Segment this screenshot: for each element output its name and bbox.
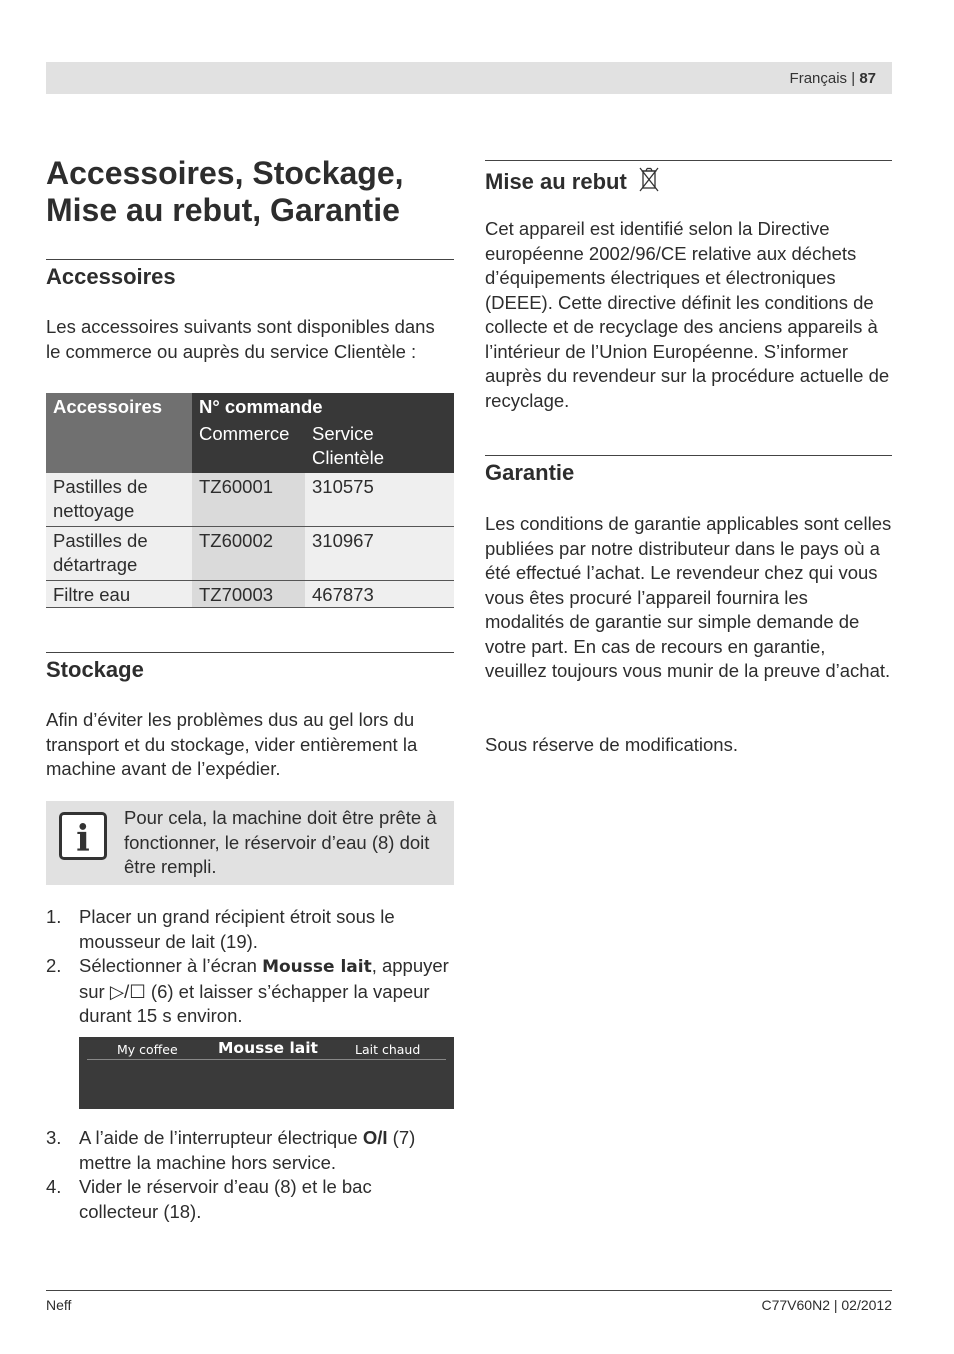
info-icon: i	[59, 812, 107, 860]
header-page-info	[790, 70, 876, 87]
step-text: Placer un grand récipient étroit sous le mousseur de lait (19).	[79, 906, 395, 952]
header-separator: |	[851, 70, 856, 87]
table-row	[46, 580, 454, 608]
col-header-accessoires: Accessoires	[46, 393, 192, 473]
accessoires-intro: Les accessoires suivants sont disponibles dans le commerce ou auprès du service Clientèle :	[46, 316, 435, 362]
cell-commerce: TZ70003	[192, 580, 305, 608]
list-item	[46, 905, 454, 954]
step-text-post: (7) mettre la machine hors service.	[79, 1127, 416, 1173]
step-number: 4.	[46, 1176, 62, 1197]
machine-display	[79, 1037, 454, 1109]
steps-list-b	[46, 1126, 454, 1224]
garantie-reserve: Sous réserve de modifications.	[485, 734, 738, 755]
footer-model: C77V60N2 | 02/2012	[761, 1297, 892, 1313]
rebut-heading: Mise au rebut	[485, 166, 659, 195]
cell-service: 467873	[305, 580, 454, 608]
step-number: 3.	[46, 1127, 62, 1148]
cell-name: Pastilles de nettoyage	[46, 473, 192, 527]
col-header-order: N° commande	[192, 393, 454, 420]
page-header	[46, 62, 892, 94]
accessories-table	[46, 393, 454, 608]
step-text-pre: A l’aide de l’interrupteur électrique	[79, 1127, 363, 1148]
col-header-commerce: Commerce	[192, 420, 305, 473]
step-number: 1.	[46, 906, 62, 927]
header-language: Français	[789, 70, 848, 87]
section-divider	[46, 652, 454, 653]
crossed-bin-icon	[639, 166, 659, 192]
display-item-left: My coffee	[117, 1042, 178, 1057]
note-text: Pour cela, la machine doit être prête à fonctionner, le réservoir d’eau (8) doit être rempli.	[124, 807, 437, 877]
table-row	[46, 473, 454, 527]
garantie-heading: Garantie	[485, 460, 575, 485]
footer-divider	[46, 1290, 892, 1291]
display-item-right: Lait chaud	[355, 1042, 421, 1057]
list-item	[46, 1175, 454, 1224]
cell-commerce: TZ60001	[192, 473, 305, 527]
section-divider	[485, 160, 892, 161]
display-item-center: Mousse lait	[218, 1039, 318, 1057]
cell-name: Filtre eau	[46, 580, 192, 608]
step-text-pre: Sélectionner à l’écran	[79, 955, 263, 976]
col-header-service: Service Clientèle	[305, 420, 454, 473]
table-row	[46, 526, 454, 580]
display-divider	[87, 1059, 446, 1060]
section-divider	[485, 455, 892, 456]
page-title: Accessoires, Stockage, Mise au rebut, Garantie	[46, 155, 404, 228]
list-item	[46, 1126, 454, 1175]
list-item	[46, 954, 454, 1029]
step-number: 2.	[46, 955, 62, 976]
step-keyword: Mousse lait	[262, 957, 372, 977]
cell-service: 310967	[305, 526, 454, 580]
info-note	[46, 801, 454, 885]
step-text: Vider le réservoir d’eau (8) et le bac collecteur (18).	[79, 1176, 372, 1222]
garantie-text: Les conditions de garantie applicables sont celles publiées par notre distributeur dans le pays où a été effectué l’achat. Le revendeur chez qui vous vous êtes procuré l’appareil fournira les modalités de garantie sur simple demande de votre part. En cas de recours en garantie, veuillez toujours vous munir de la preuve d’achat.	[485, 513, 892, 681]
cell-name: Pastilles de détartrage	[46, 526, 192, 580]
cell-commerce: TZ60002	[192, 526, 305, 580]
cell-service: 310575	[305, 473, 454, 527]
accessoires-heading: Accessoires	[46, 264, 176, 289]
steps-list-a	[46, 905, 454, 1029]
stockage-heading: Stockage	[46, 657, 144, 682]
footer-brand: Neff	[46, 1297, 72, 1313]
page-number: 87	[859, 70, 876, 87]
step-keyword: O/I	[362, 1127, 388, 1148]
stockage-intro: Afin d’éviter les problèmes dus au gel lors du transport et du stockage, vider entièrement la machine avant de l’expédier.	[46, 709, 418, 779]
rebut-text: Cet appareil est identifié selon la Directive européenne 2002/96/CE relative aux déchets d’équipements électriques et électroniques (DEEE). Cette directive définit les conditions de collecte et de recyclage des anciens appareils à l’intérieur de l’Union Européenne. S’informer auprès du revendeur sur la procédure actuelle de recyclage.	[485, 218, 890, 411]
section-divider	[46, 259, 454, 260]
step-text-post: , appuyer sur ▷/☐ (6) et laisser s’échapper la vapeur durant 15 s environ.	[79, 955, 449, 1026]
